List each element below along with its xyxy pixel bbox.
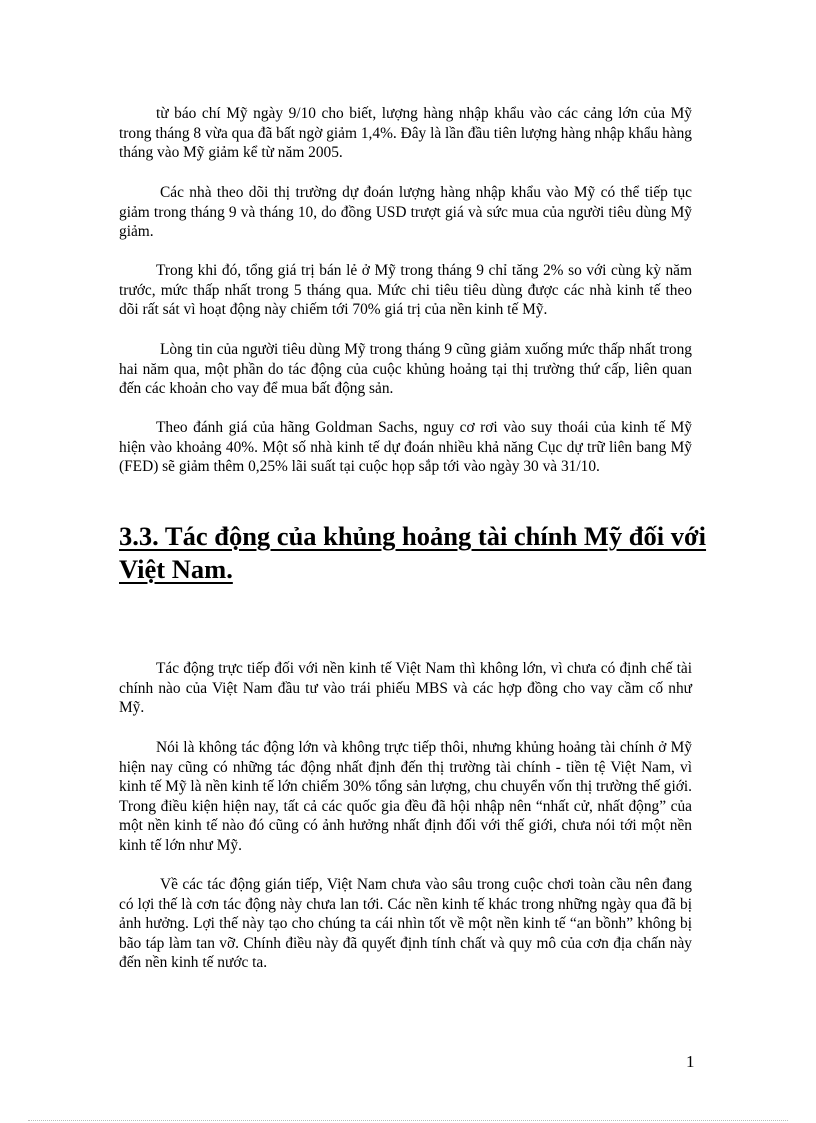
paragraph-indirect-impact: Về các tác động gián tiếp, Việt Nam chưa vào sâu trong cuộc chơi toàn cầu nên đang có lợi thế là cơn tác động này chưa lan tới. Các nền kinh tế khác trong những ngày qua đã bị ảnh hưởng. Lợi thế này tạo cho chúng ta cái nhìn tốt về một nền kinh tế “an bồnh” không bị bão táp làm tan vỡ. Chính điều này đã quyết định tính chất và quy mô của cơn địa chấn này đến nền kinh tế nước ta. (119, 876, 692, 972)
paragraph-import-decline: từ báo chí Mỹ ngày 9/10 cho biết, lượng hàng nhập khẩu vào các cảng lớn của Mỹ trong tháng 8 vừa qua đã bất ngờ giảm 1,4%. Đây là lần đầu tiên lượng hàng nhập khẩu hàng tháng vào Mỹ giảm kể từ năm 2005. (119, 105, 692, 162)
paragraph-import-forecast: Các nhà theo dõi thị trường dự đoán lượng hàng nhập khẩu vào Mỹ có thể tiếp tục giảm trong tháng 9 và tháng 10, do đồng USD trượt giá và sức mua của người tiêu dùng Mỹ giảm. (119, 184, 692, 241)
paragraph-indirect-financial: Nói là không tác động lớn và không trực tiếp thôi, nhưng khủng hoảng tài chính ở Mỹ hiện nay cũng có những tác động nhất định đến thị trường tài chính - tiền tệ Việt Nam, vì kinh tế Mỹ là nền kinh tế lớn chiếm 30% tổng sản lượng, chu chuyển vốn thị trường thế giới. Trong điều kiện hiện nay, tất cả các quốc gia đều đã hội nhập nên “nhất cử, nhất động” của một nền kinh tế nào đó cũng có ảnh hưởng nhất định đối với thế giới, chưa nói tới một nền kinh tế lớn như Mỹ. (119, 739, 692, 854)
paragraph-consumer-confidence: Lòng tin của người tiêu dùng Mỹ trong tháng 9 cũng giảm xuống mức thấp nhất trong hai năm qua, một phần do tác động của cuộc khủng hoảng tại thị trường thứ cấp, liên quan đến các khoản cho vay để mua bất động sản. (119, 341, 692, 398)
paragraph-direct-impact: Tác động trực tiếp đối với nền kinh tế Việt Nam thì không lớn, vì chưa có định chế tài chính nào của Việt Nam đầu tư vào trái phiếu MBS và các hợp đồng cho vay cầm cố như Mỹ. (119, 660, 692, 717)
section-heading: 3.3. Tác động của khủng hoảng tài chính Mỹ đối với Việt Nam. (119, 521, 707, 584)
page-bottom-divider (28, 1120, 788, 1121)
page-number: 1 (686, 1052, 695, 1071)
paragraph-retail-value: Trong khi đó, tổng giá trị bán lẻ ở Mỹ trong tháng 9 chỉ tăng 2% so với cùng kỳ năm trước, mức thấp nhất trong 5 tháng qua. Mức chi tiêu tiêu dùng được các nhà kinh tế theo dõi rất sát vì hoạt động này chiếm tới 70% giá trị của nền kinh tế Mỹ. (119, 262, 692, 319)
paragraph-goldman-sachs: Theo đánh giá của hãng Goldman Sachs, nguy cơ rơi vào suy thoái của kinh tế Mỹ hiện vào khoảng 40%. Một số nhà kinh tế dự đoán nhiều khả năng Cục dự trữ liên bang Mỹ (FED) sẽ giảm thêm 0,25% lãi suất tại cuộc họp sắp tới vào ngày 30 và 31/10. (119, 419, 692, 476)
